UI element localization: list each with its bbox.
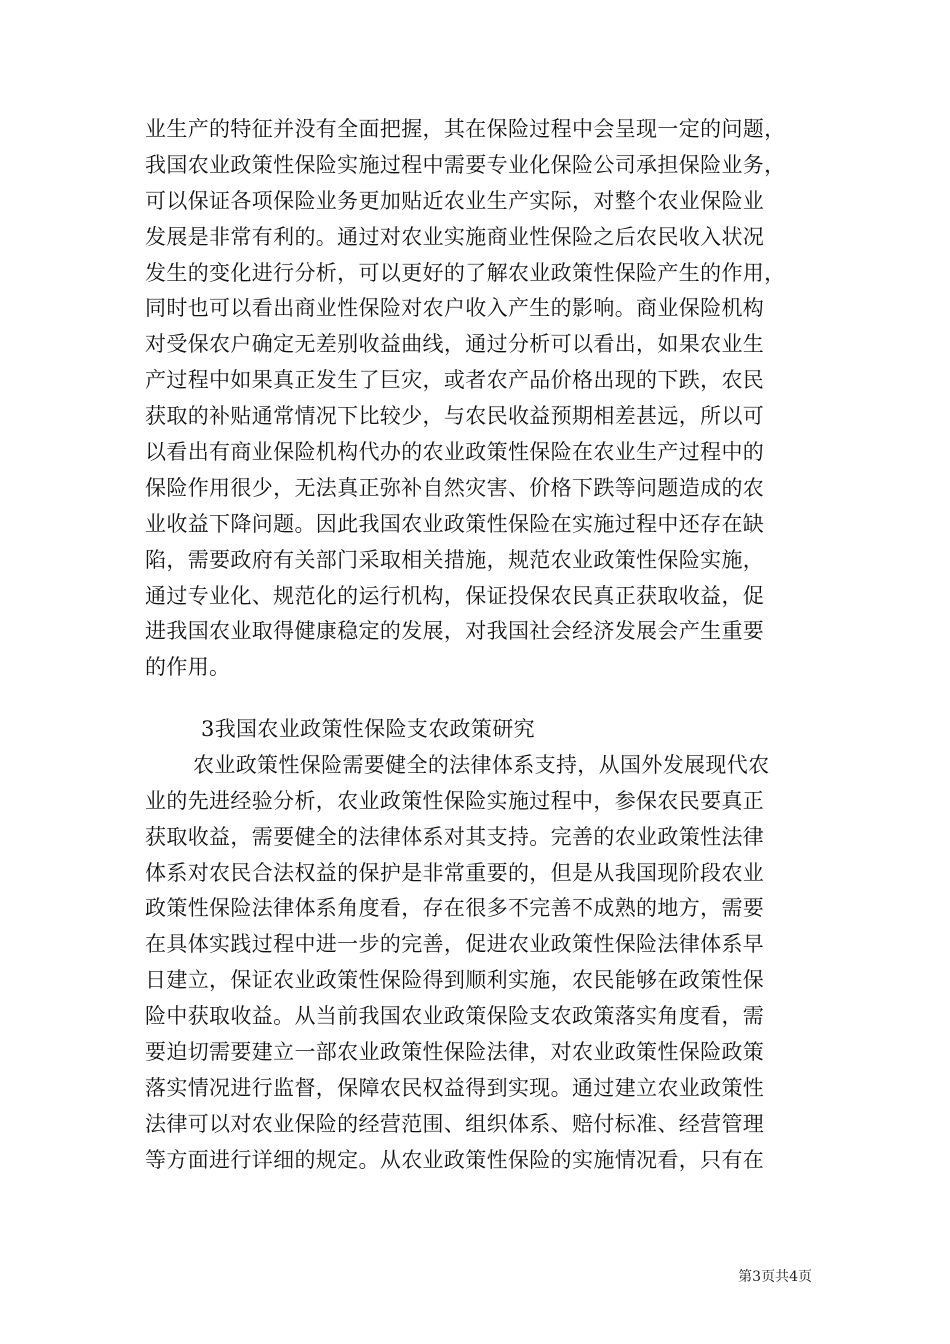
paragraph-line: 同时也可以看出商业性保险对农户收入产生的影响。商业保险机构: [145, 296, 765, 321]
paragraph-line: 我国农业政策性保险实施过程中需要专业化保险公司承担保险业务，: [145, 152, 786, 177]
paragraph-line: 业收益下降问题。因此我国农业政策性保险在实施过程中还存在缺: [145, 511, 765, 536]
paragraph-line: 通过专业化、规范化的运行机构，保证投保农民真正获取收益，促: [145, 583, 765, 608]
paragraph-continued: [145, 112, 815, 686]
paragraph-line: 发展是非常有利的。通过对农业实施商业性保险之后农民收入状况: [145, 224, 765, 249]
paragraph-line: 获取的补贴通常情况下比较少，与农民收益预期相差甚远，所以可: [145, 404, 765, 429]
paragraph-line: 政策性保险法律体系角度看，存在很多不完善不成熟的地方，需要: [145, 896, 765, 921]
paragraph-line: 日建立，保证农业政策性保险得到顺利实施，农民能够在政策性保: [145, 968, 765, 993]
paragraph-line: 等方面进行详细的规定。从农业政策性保险的实施情况看，只有在: [145, 1147, 765, 1172]
paragraph-line: 在具体实践过程中进一步的完善，促进农业政策性保险法律体系早: [145, 932, 765, 957]
paragraph-line: 陷，需要政府有关部门采取相关措施，规范农业政策性保险实施，: [145, 547, 765, 572]
paragraph-line: 保险作用很少，无法真正弥补自然灾害、价格下跌等问题造成的农: [145, 475, 765, 500]
paragraph-line: 对受保农户确定无差别收益曲线，通过分析可以看出，如果农业生: [145, 332, 765, 357]
paragraph-line: 体系对农民合法权益的保护是非常重要的，但是从我国现阶段农业: [145, 860, 765, 885]
paragraph-line: 法律可以对农业保险的经营范围、组织体系、赔付标准、经营管理: [145, 1111, 765, 1136]
paragraph-line: 业生产的特征并没有全面把握，其在保险过程中会呈现一定的问题，: [145, 117, 786, 141]
paragraph-line: 业的先进经验分析，农业政策性保险实施过程中，参保农民要真正: [145, 788, 765, 813]
paragraph-line: 可以保证各项保险业务更加贴近农业生产实际，对整个农业保险业: [145, 188, 765, 213]
paragraph-line: 农业政策性保险需要健全的法律体系支持，从国外发展现代农: [193, 752, 770, 777]
paragraph-line: 以看出有商业保险机构代办的农业政策性保险在农业生产过程中的: [145, 440, 765, 465]
page-number: 第3页共4页: [738, 1269, 812, 1285]
paragraph-line: 险中获取收益。从当前我国农业政策保险支农政策落实角度看，需: [145, 1004, 765, 1029]
paragraph-line: 落实情况进行监督，保障农民权益得到实现。通过建立农业政策性: [145, 1075, 765, 1100]
section-heading: 3我国农业政策性保险支农政策研究: [201, 717, 535, 741]
paragraph-line: 产过程中如果真正发生了巨灾，或者农产品价格出现的下跌，农民: [145, 368, 765, 393]
paragraph-line: 进我国农业取得健康稳定的发展，对我国社会经济发展会产生重要: [145, 619, 765, 644]
section: [145, 712, 815, 1179]
paragraph-line: 的作用。: [145, 655, 231, 680]
paragraph-line: 发生的变化进行分析，可以更好的了解农业政策性保险产生的作用，: [145, 260, 786, 285]
paragraph-line: 获取收益，需要健全的法律体系对其支持。完善的农业政策性法律: [145, 824, 765, 849]
paragraph-line: 要迫切需要建立一部农业政策性保险法律，对农业政策性保险政策: [145, 1040, 765, 1065]
